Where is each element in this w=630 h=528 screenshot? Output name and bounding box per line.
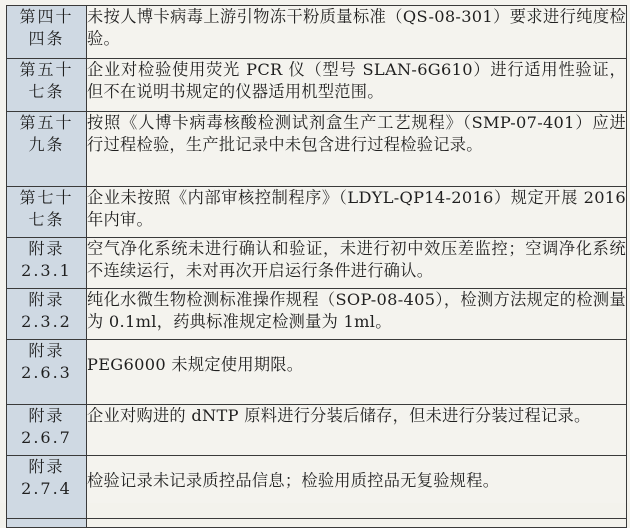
article-number: 七条 [28, 82, 65, 101]
article-cell [7, 519, 87, 528]
article-cell [7, 456, 87, 519]
article-cell [7, 238, 87, 289]
inspection-findings-table [6, 5, 627, 528]
finding-text: 空气净化系统未进行确认和验证，未进行初中效压差监控；空调净化系统不连续运行，未对再次开启运行条件进行确认。 [87, 238, 627, 289]
article-cell [7, 6, 87, 59]
article-number: 第五十 [19, 113, 74, 132]
table-row [7, 187, 627, 238]
article-number: 第四十 [19, 7, 74, 26]
finding-text: PEG6000 未规定使用期限。 [87, 340, 627, 405]
article-number: 2.7.4 [21, 479, 72, 498]
finding-text: 未按人博卡病毒上游引物冻干粉质量标准（QS-08-301）要求进行纯度检验。 [87, 6, 627, 59]
article-number: 第七十 [19, 188, 74, 207]
article-number: 四条 [28, 29, 65, 48]
article-number: 七条 [28, 210, 65, 229]
article-number: 附录 [28, 341, 65, 360]
article-number: 附录 [28, 290, 65, 309]
article-number: 附录 [28, 406, 65, 425]
finding-text: 企业对购进的 dNTP 原料进行分装后储存，但未进行分装过程记录。 [87, 405, 627, 456]
table-row [7, 289, 627, 340]
table-row [7, 59, 627, 112]
finding-text [87, 519, 627, 528]
article-number: 附录 [28, 457, 65, 476]
article-cell [7, 405, 87, 456]
finding-text: 纯化水微生物检测标准操作规程（SOP-08-405），检测方法规定的检测量为 0.1ml，药典标准规定检测量为 1ml。 [87, 289, 627, 340]
article-cell [7, 59, 87, 112]
table-row [7, 340, 627, 405]
table-row [7, 6, 627, 59]
table-row [7, 112, 627, 187]
table-row [7, 456, 627, 519]
article-number: 2.6.3 [21, 363, 72, 382]
article-number: 2.3.1 [21, 261, 72, 280]
finding-text: 企业未按照《内部审核控制程序》（LDYL-QP14-2016）规定开展 2016 年内审。 [87, 187, 627, 238]
article-number: 2.3.2 [21, 312, 72, 331]
finding-text: 企业对检验使用荧光 PCR 仪（型号 SLAN-6G610）进行适用性验证，但不在说明书规定的仪器适用机型范围。 [87, 59, 627, 112]
finding-text: 检验记录未记录质控品信息；检验用质控品无复验规程。 [87, 456, 627, 519]
finding-text: 按照《人博卡病毒核酸检测试剂盒生产工艺规程》（SMP-07-401）应进行过程检验，生产批记录中未包含进行过程检验记录。 [87, 112, 627, 187]
table-row [7, 405, 627, 456]
article-number: 第五十 [19, 60, 74, 79]
article-cell [7, 187, 87, 238]
article-number: 九条 [28, 135, 65, 154]
table-row [7, 238, 627, 289]
table-row-partial [7, 519, 627, 528]
article-number: 附录 [28, 239, 65, 258]
article-cell [7, 112, 87, 187]
article-cell [7, 289, 87, 340]
article-number: 2.6.7 [21, 428, 72, 447]
article-cell [7, 340, 87, 405]
